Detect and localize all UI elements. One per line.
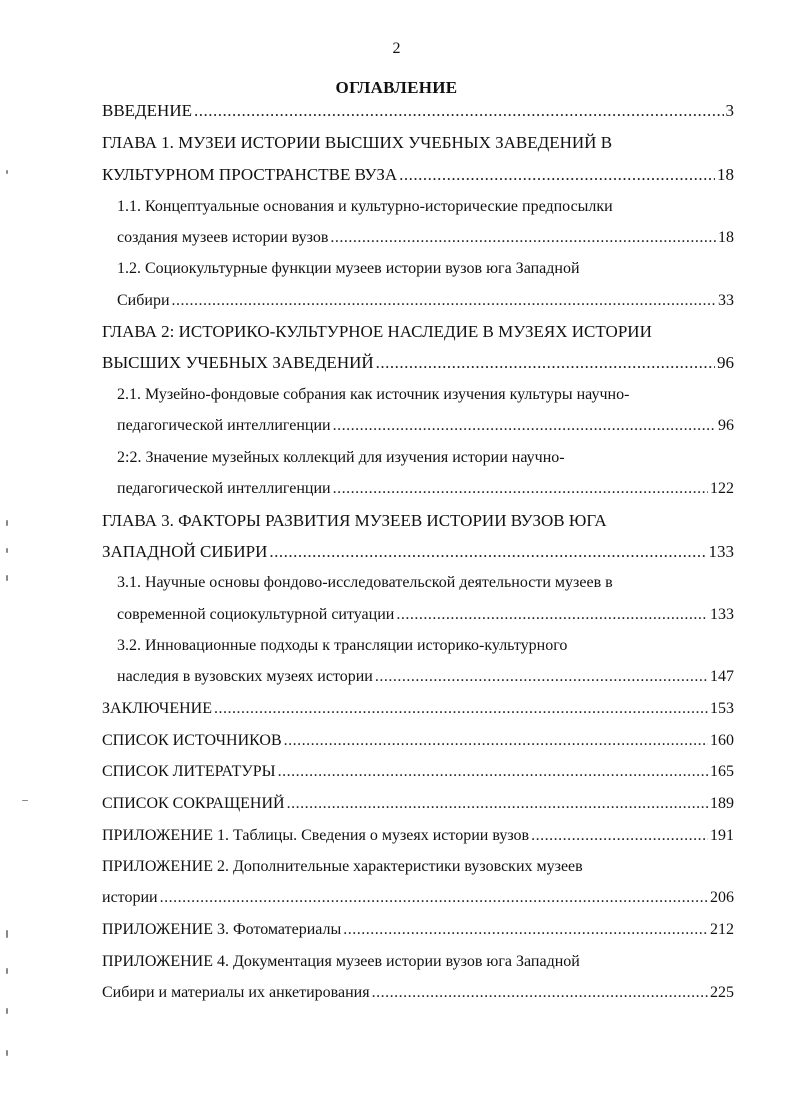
toc-entry-text: ЗАПАДНОЙ СИБИРИ — [102, 542, 268, 561]
dot-leader — [333, 413, 716, 439]
toc-entry[interactable] — [117, 225, 734, 251]
toc-entry-text: ПРИЛОЖЕНИЕ 4. Документация музеев истории вузов юга Западной — [102, 953, 580, 970]
toc-entry-line1 — [117, 194, 737, 220]
toc-entry-page: 160 — [710, 732, 734, 749]
toc-entry-text: ПРИЛОЖЕНИЕ 2. Дополнительные характеристики вузовских музеев — [102, 858, 583, 875]
toc-entry-page: 18 — [718, 229, 734, 246]
toc-entry-text: КУЛЬТУРНОМ ПРОСТРАНСТВЕ ВУЗА — [102, 165, 398, 184]
toc-entry-text: ГЛАВА 1. МУЗЕИ ИСТОРИИ ВЫСШИХ УЧЕБНЫХ ЗАВЕДЕНИЙ В — [102, 133, 613, 152]
toc-entry[interactable] — [117, 476, 734, 502]
toc-entry[interactable] — [102, 980, 734, 1006]
toc-entry-page: 18 — [717, 165, 734, 184]
toc-entry-page: 33 — [718, 292, 734, 309]
toc-entry-text: педагогической интеллигенции — [117, 417, 331, 434]
toc-entry[interactable] — [102, 885, 734, 911]
toc-entry-text: ГЛАВА 2: ИСТОРИКО-КУЛЬТУРНОЕ НАСЛЕДИЕ В МУЗЕЯХ ИСТОРИИ — [102, 322, 652, 341]
dot-leader — [284, 728, 708, 754]
toc-entry[interactable] — [102, 696, 734, 722]
toc-entry-page: 96 — [718, 417, 734, 434]
toc-entry[interactable] — [117, 413, 734, 439]
toc-entry[interactable] — [102, 350, 734, 376]
toc-entry-text: истории — [102, 889, 158, 906]
dot-leader — [333, 476, 708, 502]
toc-entry-line1 — [102, 130, 734, 156]
dot-leader — [375, 664, 708, 690]
toc-entry[interactable] — [102, 917, 734, 943]
dot-leader — [396, 602, 708, 628]
toc-entry-line1 — [102, 949, 732, 975]
toc-entry-page: 147 — [710, 668, 734, 685]
toc-entry-text: 1.2. Социокультурные функции музеев истории вузов юга Западной — [117, 260, 580, 277]
toc-entry-page: 206 — [710, 889, 734, 906]
dot-leader — [343, 917, 708, 943]
toc-entry-line1 — [117, 633, 737, 659]
dot-leader — [214, 696, 708, 722]
toc-entry-page: 165 — [710, 763, 734, 780]
toc-entry-text: наследия в вузовских музеях истории — [117, 668, 373, 685]
dot-leader — [172, 288, 717, 314]
dot-leader — [287, 791, 708, 817]
toc-title: ОГЛАВЛЕНИЕ — [335, 78, 458, 97]
toc-entry-line1 — [117, 570, 737, 596]
toc-entry-text: ЗАКЛЮЧЕНИЕ — [102, 700, 212, 717]
toc-entry-page: 96 — [717, 353, 734, 372]
dot-leader — [269, 539, 706, 565]
toc-entry-text: 2:2. Значение музейных коллекций для изучения истории научно- — [117, 449, 565, 466]
dot-leader — [160, 885, 708, 911]
dot-leader — [372, 980, 708, 1006]
toc-entry[interactable] — [117, 288, 734, 314]
toc-entry[interactable] — [102, 791, 734, 817]
toc-entry-text: Сибири и материалы их анкетирования — [102, 984, 370, 1001]
toc-entry[interactable] — [117, 602, 734, 628]
toc-entry-line1 — [102, 854, 732, 880]
toc-entry-text: СПИСОК ИСТОЧНИКОВ — [102, 732, 282, 749]
page-number: 2 — [392, 40, 401, 57]
toc-entry[interactable] — [102, 823, 734, 849]
toc-entry-line1 — [102, 319, 742, 345]
dot-leader — [399, 162, 715, 188]
toc-entry[interactable] — [102, 728, 734, 754]
toc-entry-text: 2.1. Музейно-фондовые собрания как источник изучения культуры научно- — [117, 386, 630, 403]
dot-leader — [376, 350, 715, 376]
toc-entry-page: 189 — [710, 795, 734, 812]
toc-entry-text: ВВЕДЕНИЕ — [102, 101, 192, 120]
dot-leader — [531, 823, 708, 849]
dot-leader — [278, 759, 708, 785]
scan-mark — [22, 800, 28, 801]
toc-entry-text: педагогической интеллигенции — [117, 480, 331, 497]
toc-entry-text: ГЛАВА 3. ФАКТОРЫ РАЗВИТИЯ МУЗЕЕВ ИСТОРИИ ВУЗОВ ЮГА — [102, 511, 607, 530]
scan-mark — [6, 520, 8, 526]
toc-entry[interactable] — [102, 162, 734, 188]
toc-entry-page: 225 — [710, 984, 734, 1001]
scan-mark — [6, 968, 8, 974]
toc-entry-line1 — [117, 382, 742, 408]
toc-entry-text: ПРИЛОЖЕНИЕ 3. Фотоматериалы — [102, 921, 342, 938]
toc-entry-line1 — [117, 445, 737, 471]
toc-entry[interactable] — [102, 759, 734, 785]
dot-leader — [330, 225, 716, 251]
scan-mark — [6, 1008, 8, 1014]
toc-entry[interactable] — [117, 664, 734, 690]
toc-entry-line1 — [117, 256, 737, 282]
scan-mark — [6, 1050, 8, 1056]
dot-leader — [194, 98, 724, 124]
toc-entry-text: современной социокультурной ситуации — [117, 606, 395, 623]
toc-entry-line1 — [102, 508, 742, 534]
toc-entry[interactable] — [102, 539, 734, 565]
scan-mark — [6, 170, 8, 174]
toc-entry-text: ВЫСШИХ УЧЕБНЫХ ЗАВЕДЕНИЙ — [102, 353, 374, 372]
scan-mark — [6, 930, 8, 938]
toc-entry-text: 3.2. Инновационные подходы к трансляции историко-культурного — [117, 637, 568, 654]
toc-entry-text: СПИСОК СОКРАЩЕНИЙ — [102, 795, 285, 812]
toc-entry[interactable] — [102, 98, 734, 124]
toc-entry-text: 1.1. Концептуальные основания и культурно-исторические предпосылки — [117, 198, 613, 215]
toc-entry-page: 133 — [710, 606, 734, 623]
toc-entry-text: СПИСОК ЛИТЕРАТУРЫ — [102, 763, 276, 780]
toc-entry-page: 191 — [710, 827, 734, 844]
toc-entry-page: 122 — [710, 480, 734, 497]
toc-entry-page: 133 — [708, 542, 734, 561]
toc-entry-page: 3 — [725, 101, 734, 120]
toc-entry-page: 153 — [710, 700, 734, 717]
toc-entry-text: создания музеев истории вузов — [117, 229, 329, 246]
scan-mark — [6, 548, 8, 553]
scan-mark — [6, 575, 8, 581]
toc-entry-text: 3.1. Научные основы фондово-исследовательской деятельности музеев в — [117, 574, 613, 591]
toc-entry-text: Сибири — [117, 292, 170, 309]
toc-entry-text: ПРИЛОЖЕНИЕ 1. Таблицы. Сведения о музеях истории вузов — [102, 827, 530, 844]
toc-entry-page: 212 — [710, 921, 734, 938]
